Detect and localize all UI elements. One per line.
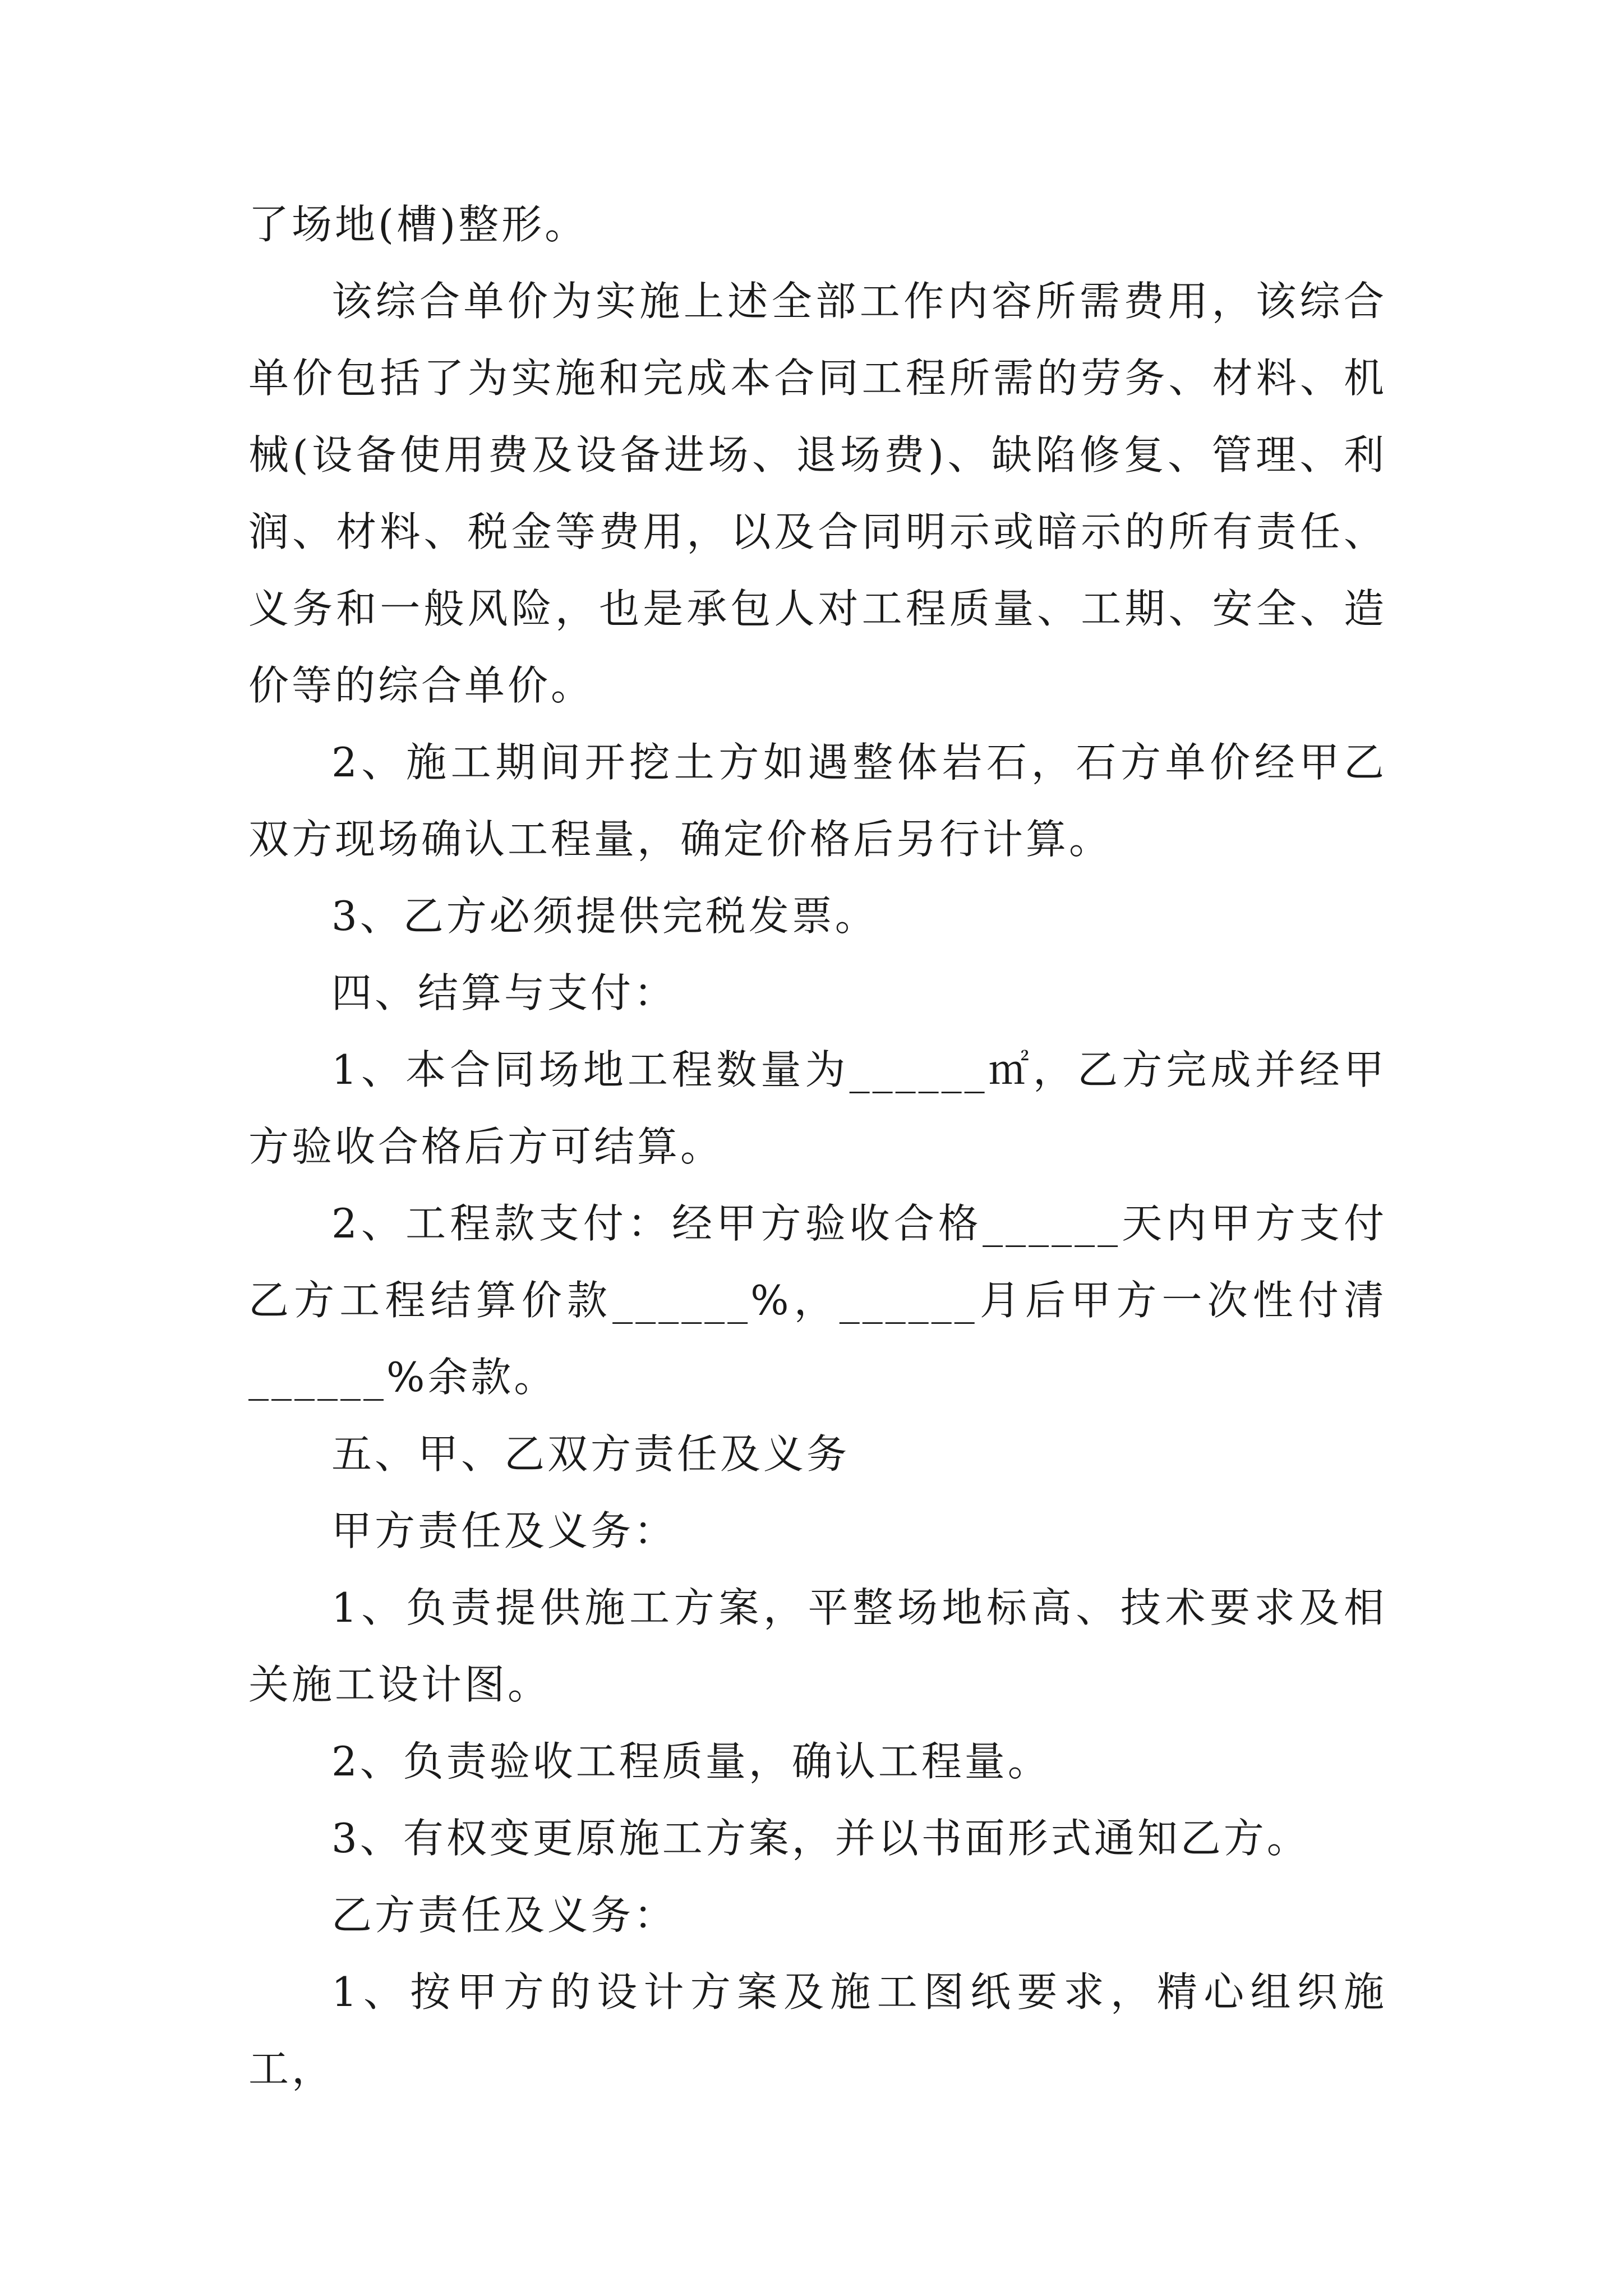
- paragraph-party-a-1: 1、负责提供施工方案，平整场地标高、技术要求及相关施工设计图。: [248, 1584, 1387, 1708]
- subheading-party-a: 甲方责任及义务：: [331, 1507, 677, 1554]
- document-body: [248, 186, 1387, 2108]
- section-heading-responsibilities: 五、甲、乙双方责任及义务: [331, 1430, 850, 1478]
- paragraph-continuation: 了场地(槽)整形。: [248, 201, 588, 248]
- paragraph-rock-excavation: 2、施工期间开挖土方如遇整体岩石，石方单价经甲乙双方现场确认工程量，确定价格后另行计算。: [248, 739, 1387, 863]
- paragraph-payment: 2、工程款支付：经甲方验收合格______天内甲方支付乙方工程结算价款______%，______月后甲方一次性付清______%余款。: [248, 1200, 1387, 1401]
- paragraph-party-a-3: 3、有权变更原施工方案，并以书面形式通知乙方。: [331, 1815, 1310, 1862]
- paragraph-party-a-2: 2、负责验收工程质量，确认工程量。: [331, 1738, 1051, 1785]
- section-heading-settlement: 四、结算与支付：: [331, 969, 677, 1016]
- paragraph-quantity: 1、本合同场地工程数量为______㎡，乙方完成并经甲方验收合格后方可结算。: [248, 1046, 1387, 1170]
- paragraph-unit-price: 该综合单价为实施上述全部工作内容所需费用，该综合单价包括了为实施和完成本合同工程所需的劳务、材料、机械(设备使用费及设备进场、退场费)、缺陷修复、管理、利润、材料、税金等费用，以及合同明示或暗示的所有责任、义务和一般风险，也是承包人对工程质量、工期、安全、造价等的综合单价。: [248, 278, 1387, 709]
- paragraph-party-b-1: 1、按甲方的设计方案及施工图纸要求，精心组织施工，: [248, 1968, 1387, 2092]
- subheading-party-b: 乙方责任及义务：: [331, 1892, 677, 1939]
- paragraph-tax-invoice: 3、乙方必须提供完税发票。: [331, 892, 878, 940]
